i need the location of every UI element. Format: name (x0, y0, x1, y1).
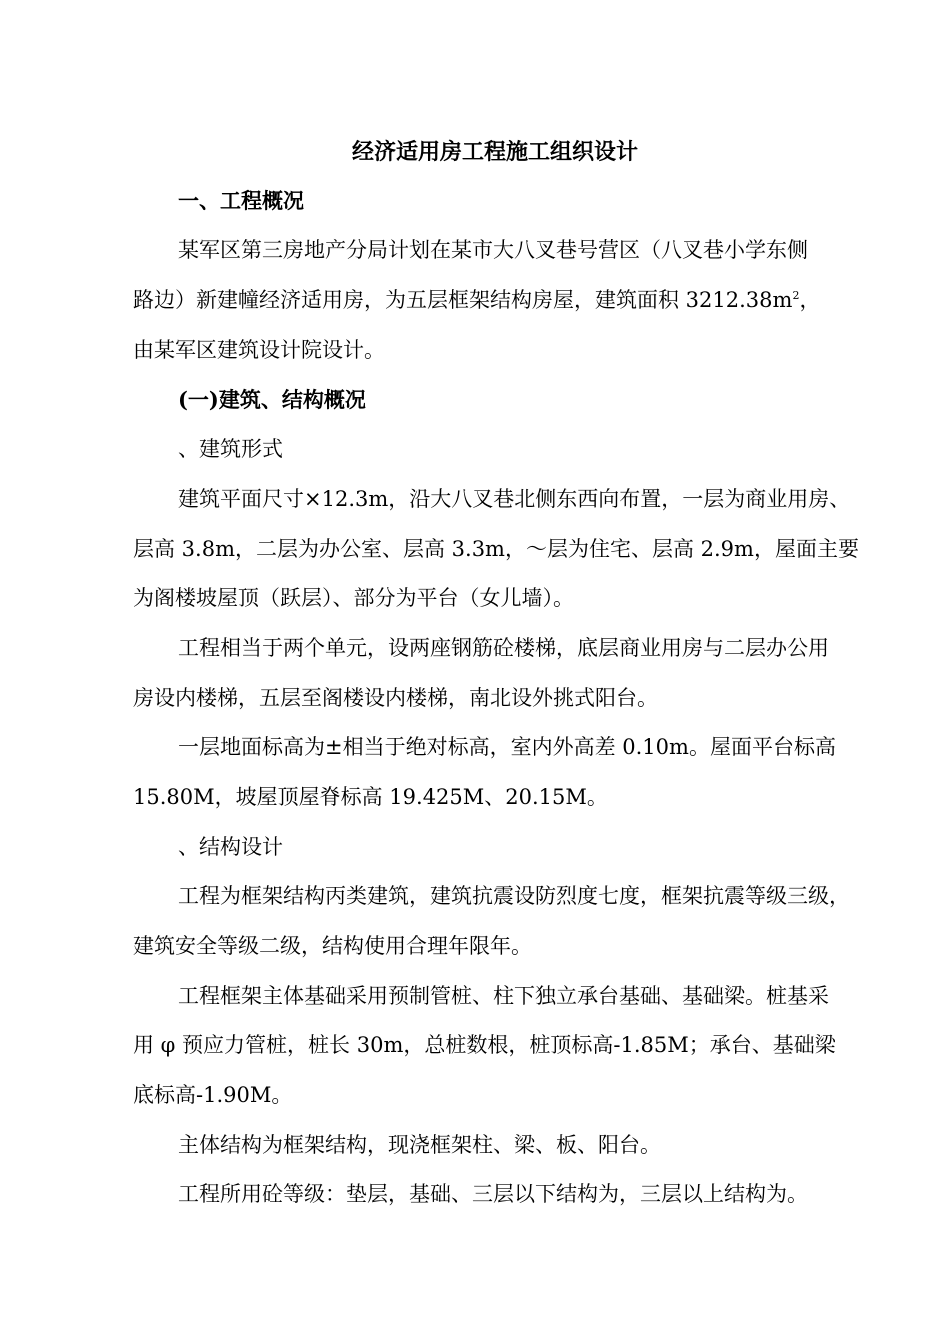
paragraph-line: 15.80M，坡屋顶屋脊标高 19.425M、20.15M。 (133, 785, 608, 809)
paragraph-line (133, 284, 820, 316)
item-heading-structural-design: 、结构设计 (178, 835, 283, 859)
paragraph-line: 层高 3.8m，二层为办公室、层高 3.3m，～层为住宅、层高 2.9m，屋面主要 (133, 537, 859, 561)
paragraph-line: 用 φ 预应力管桩，桩长 30m，总桩数根，桩顶标高-1.85M；承台、基础梁 (133, 1033, 836, 1057)
paragraph-text: 路边）新建幢经济适用房，为五层框架结构房屋，建筑面积 3212.38m (133, 288, 793, 312)
paragraph-line: 建筑安全等级二级，结构使用合理年限年。 (133, 934, 532, 958)
paragraph-line: 工程为框架结构丙类建筑，建筑抗震设防烈度七度，框架抗震等级三级， (178, 884, 850, 908)
paragraph-line: 工程相当于两个单元，设两座钢筋砼楼梯，底层商业用房与二层办公用 (178, 636, 829, 660)
paragraph-line: 工程所用砼等级：垫层，基础、三层以下结构为，三层以上结构为。 (178, 1182, 808, 1206)
paragraph-line: 一层地面标高为±相当于绝对标高，室内外高差 0.10m。屋面平台标高 (178, 735, 836, 759)
item-heading-architecture: 、建筑形式 (178, 437, 283, 461)
paragraph-line: 建筑平面尺寸×12.3m，沿大八叉巷北侧东西向布置，一层为商业用房、 (178, 487, 851, 511)
superscript: 2 (792, 289, 800, 302)
paragraph-line: 为阁楼坡屋顶（跃层）、部分为平台（女儿墙）。 (133, 586, 574, 610)
paragraph-line: 某军区第三房地产分局计划在某市大八叉巷号营区（八叉巷小学东侧 (178, 238, 808, 262)
paragraph-line: 由某军区建筑设计院设计。 (133, 338, 385, 362)
paragraph-line: 主体结构为框架结构，现浇框架柱、梁、板、阳台。 (178, 1133, 661, 1157)
paragraph-line: 工程框架主体基础采用预制管桩、柱下独立承台基础、基础梁。桩基采 (178, 984, 829, 1008)
section-heading-overview: 一、工程概况 (178, 188, 304, 213)
document-title: 经济适用房工程施工组织设计 (351, 139, 638, 165)
paragraph-line: 底标高-1.90M。 (133, 1083, 293, 1107)
subsection-heading-structure: (一)建筑、结构概况 (178, 387, 366, 412)
paragraph-line: 房设内楼梯，五层至阁楼设内楼梯，南北设外挑式阳台。 (133, 686, 658, 710)
paragraph-text: ， (799, 288, 821, 312)
